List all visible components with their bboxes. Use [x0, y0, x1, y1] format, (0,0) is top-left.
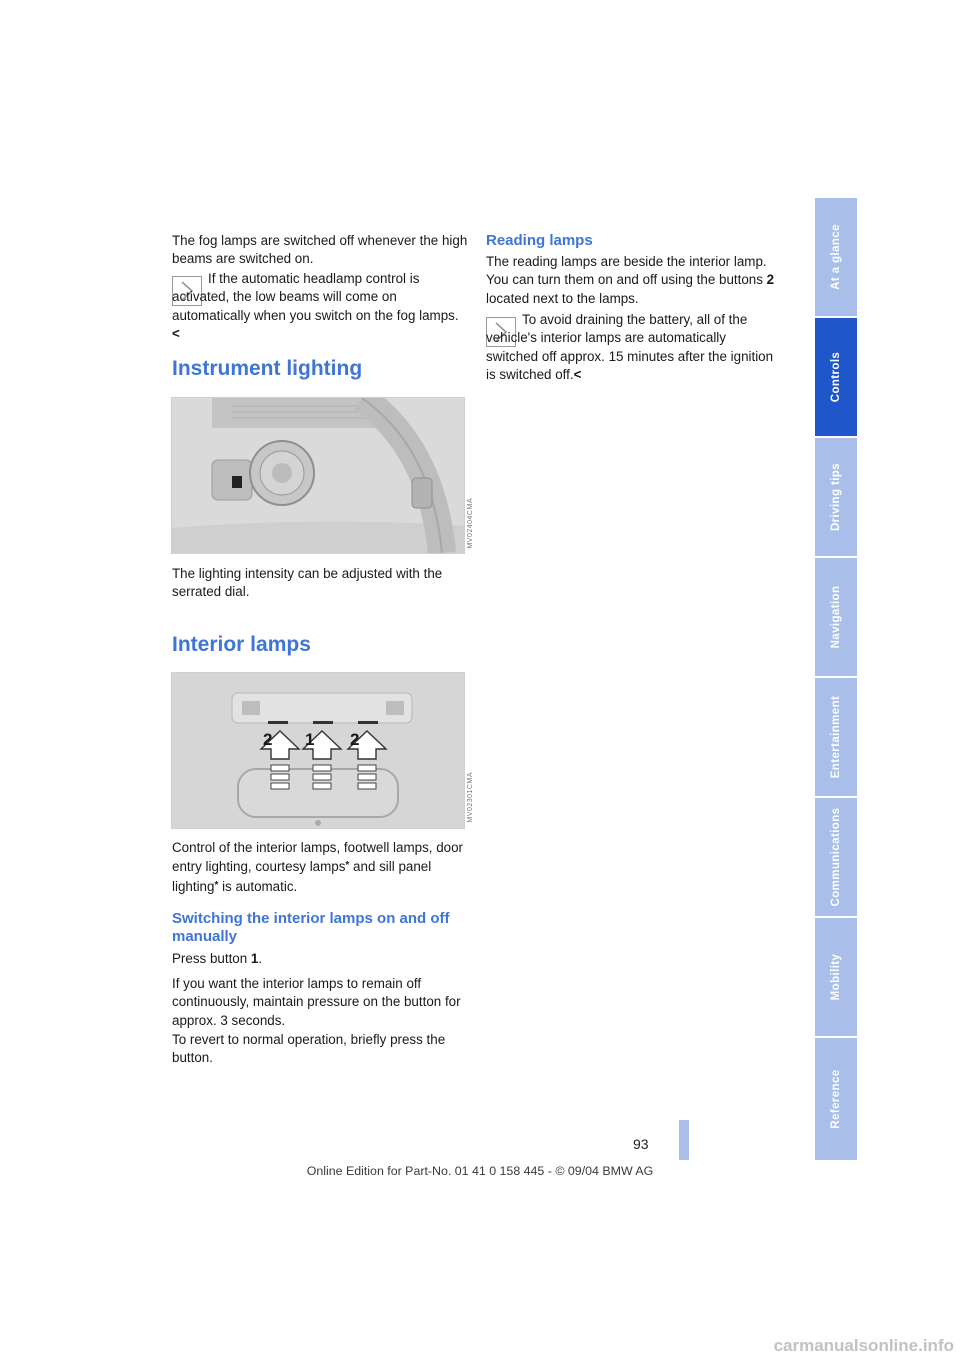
online-edition-text: Online Edition for Part-No. 01 41 0 158 445 - © 09/04 BMW AG: [306, 1164, 654, 1178]
instrument-lighting-text: The lighting intensity can be adjusted with the serrated dial.: [172, 566, 443, 600]
photo-label-left: 2: [263, 730, 273, 749]
interior-control-text: Control of the interior lamps, footwell lamps, door entry lighting, courtesy lamps* and sill panel lighting* is automatic.: [172, 840, 464, 894]
sidebar-tab-mobility[interactable]: Mobility: [815, 918, 857, 1036]
instrument-lighting-photo: [171, 397, 465, 554]
interior-lamps-heading: Interior lamps: [172, 633, 311, 656]
switching-manually-heading: Switching the interior lamps on and off manually: [172, 910, 450, 945]
sidebar-tab-driving-tips[interactable]: Driving tips: [815, 438, 857, 556]
interior-lamps-photo: [171, 672, 465, 829]
sidebar-tab-reference[interactable]: Reference: [815, 1038, 857, 1160]
remain-off-text: If you want the interior lamps to remain off continuously, maintain pressure on the button for approx. 3 seconds.: [172, 976, 461, 1028]
battery-note-text: To avoid draining the battery, all of the vehicle's interior lamps are automatically switched off approx. 15 minutes after the ignition is switched off.<: [486, 312, 774, 383]
interior-photo-code: MV02301CMA: [467, 772, 474, 823]
page-number: 93: [633, 1136, 649, 1152]
reading-lamps-text: The reading lamps are beside the interior lamp. You can turn them on and off using the buttons 2 located next to the lamps.: [486, 254, 775, 306]
chapter-sidebar: [815, 198, 857, 1160]
watermark-text: carmanualsonline.info: [773, 1336, 954, 1355]
sidebar-tab-navigation[interactable]: Navigation: [815, 558, 857, 676]
fog-intro-text: The fog lamps are switched off whenever the high beams are switched on.: [172, 233, 468, 267]
fog-note-text: If the automatic headlamp control is activated, the low beams will come on automatically when you switch on the fog lamps.<: [172, 271, 459, 342]
sidebar-tab-entertainment[interactable]: Entertainment: [815, 678, 857, 796]
instrument-photo-code: MV02404CMA: [467, 498, 474, 549]
photo-label-center: 1: [305, 730, 315, 749]
press-button-text: Press button 1.: [172, 951, 263, 966]
sidebar-tab-communications[interactable]: Communications: [815, 798, 857, 916]
instrument-lighting-heading: Instrument lighting: [172, 357, 363, 380]
sidebar-tab-controls[interactable]: Controls: [815, 318, 857, 436]
photo-label-right: 2: [350, 730, 360, 749]
reading-lamps-heading: Reading lamps: [486, 232, 593, 249]
sidebar-tab-at-a-glance[interactable]: At a glance: [815, 198, 857, 316]
revert-text: To revert to normal operation, briefly press the button.: [172, 1032, 446, 1066]
footer-accent-bar: [679, 1120, 689, 1160]
